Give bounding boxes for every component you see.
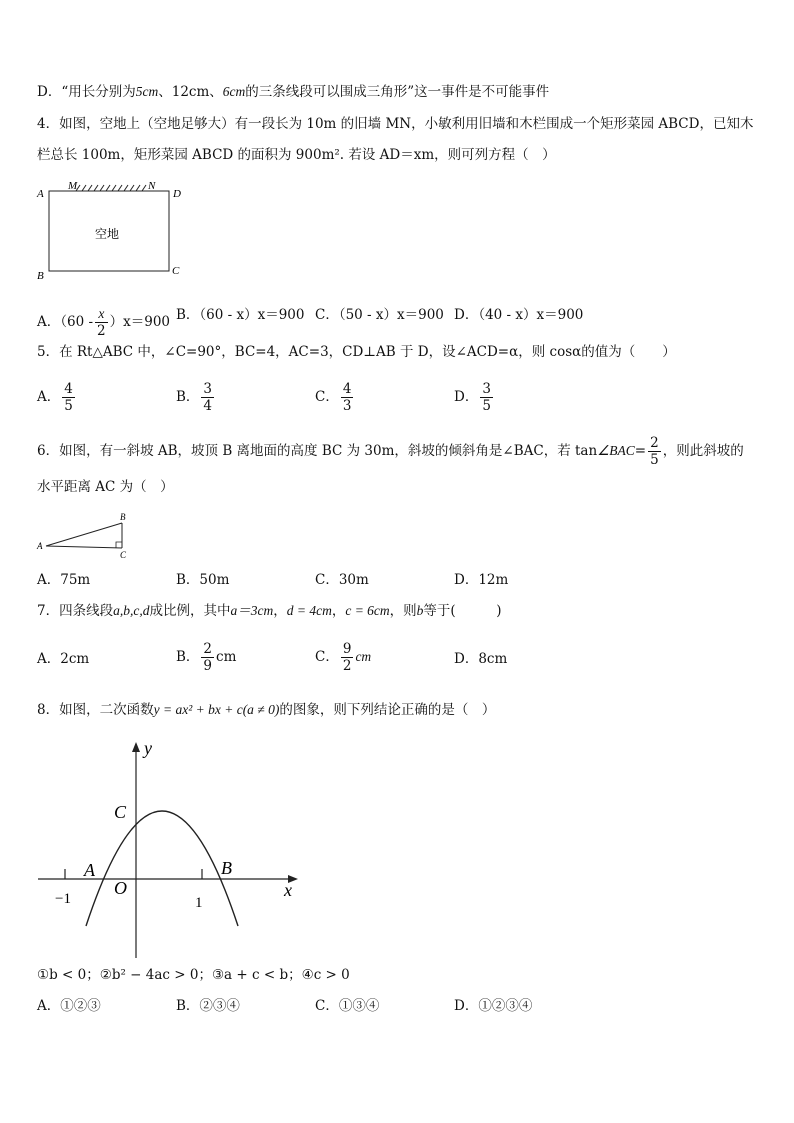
q5-option-c-fraction xyxy=(341,381,354,414)
q5-option-c-label: C． xyxy=(315,389,339,405)
q5-option-b xyxy=(176,381,216,414)
q7-option-b xyxy=(176,641,236,674)
q6-stem-fraction xyxy=(648,435,661,468)
q5-option-d-num: 3 xyxy=(482,381,491,397)
q5-option-b-den: 4 xyxy=(203,398,213,414)
q3-option-d-prefix: D．“用长分别为 xyxy=(37,84,136,100)
q7-option-c-unit: cm xyxy=(355,649,372,664)
q4-option-a xyxy=(37,306,170,339)
q4-label-m: M xyxy=(68,180,78,192)
q8-label-x: x xyxy=(284,880,292,900)
q7-stem-mid2: ，则 xyxy=(389,603,417,619)
q8-stem-suffix: 的图象，则下列结论正确的是（ ） xyxy=(279,702,496,718)
q6-option-c: C．30m xyxy=(315,572,369,588)
q6-option-b: B．50m xyxy=(176,572,230,588)
q4-option-a-suffix: ）x＝900 xyxy=(109,314,171,330)
q8-label-a: A xyxy=(84,860,95,880)
q4-option-c: C．（50 - x）x＝900 xyxy=(315,307,444,323)
q4-label-n: N xyxy=(148,180,156,192)
q3-option-d-b: 6cm xyxy=(222,84,246,99)
q7-stem xyxy=(37,602,501,620)
q5-option-a-num: 4 xyxy=(64,381,73,397)
q5-option-a-den: 5 xyxy=(64,398,73,414)
q7-option-b-num: 2 xyxy=(203,641,213,657)
q7-b-var: b xyxy=(416,603,424,618)
q7-stem-mid: 成比例，其中 xyxy=(149,603,231,619)
q8-option-b: B．②③④ xyxy=(176,998,240,1014)
q4-stem-line2: 栏总长 100m，矩形菜园 ABCD 的面积为 900m². 若设 AD＝xm，则可列方程（ ） xyxy=(37,147,556,163)
q6-stem-angle: ∠BAC xyxy=(597,443,635,458)
q4-option-d: D．（40 - x）x＝900 xyxy=(454,307,584,323)
q7-option-b-fraction xyxy=(201,641,214,674)
q5-option-a-fraction xyxy=(62,381,75,414)
q4-label-d: D xyxy=(173,188,181,200)
q8-stem-prefix: 8．如图，二次函数 xyxy=(37,702,154,718)
q7-stem-suffix: 等于( ) xyxy=(423,603,502,619)
q5-option-b-num: 3 xyxy=(203,381,213,397)
q4-option-b: B．（60 - x）x＝900 xyxy=(176,307,305,323)
q8-figure xyxy=(34,732,304,962)
q3-option-d-a: 5cm xyxy=(135,84,159,99)
q7-option-c-label: C． xyxy=(315,649,339,665)
q6-stem-line2: 水平距离 AC 为（ ） xyxy=(37,479,174,495)
q4-label-b: B xyxy=(37,270,44,280)
q4-label-a: A xyxy=(37,188,44,200)
q4-label-c: C xyxy=(172,265,180,277)
q8-parabola xyxy=(86,811,238,926)
q5-option-a xyxy=(37,381,77,414)
q7-d-eq: d = 4cm xyxy=(286,603,332,618)
q8-tick-label-neg1: −1 xyxy=(55,891,71,907)
q5-option-a-label: A． xyxy=(37,389,61,405)
q8-y-arrow xyxy=(132,742,140,752)
q8-tick-label-1: 1 xyxy=(195,895,203,911)
q7-option-c xyxy=(315,641,371,674)
q7-vars: a,b,c,d xyxy=(113,603,150,618)
q4-stem-line1: 4．如图，空地上（空地足够大）有一段长为 10m 的旧墙 MN，小敏利用旧墙和木栏围成一个矩形菜园 ABCD，已知木 xyxy=(37,116,754,132)
q7-option-b-label: B． xyxy=(176,649,200,665)
q4-option-a-prefix: A．（60 - xyxy=(37,314,94,330)
q6-stem-part1: 6．如图，有一斜坡 AB，坡顶 B 离地面的高度 BC 为 30m，斜坡的倾斜角是∠BAC，若 tan xyxy=(37,443,598,459)
q6-stem-part2: ，则此斜坡的 xyxy=(662,443,744,459)
q4-option-a-den: 2 xyxy=(97,323,106,339)
q5-option-d-den: 5 xyxy=(482,398,491,414)
q6-label-c: C xyxy=(120,550,127,560)
q7-option-b-unit: cm xyxy=(216,649,237,665)
q5-option-b-label: B． xyxy=(176,389,200,405)
q7-sep1: ， xyxy=(273,603,287,619)
q5-option-d-fraction xyxy=(480,381,493,414)
q6-label-b: B xyxy=(120,512,126,522)
q4-option-a-num: x xyxy=(98,306,105,321)
q8-label-y: y xyxy=(144,738,152,758)
q5-option-c xyxy=(315,381,355,414)
q6-figure xyxy=(34,510,134,560)
q7-option-d: D．8cm xyxy=(454,651,508,667)
q7-c-eq: c = 6cm xyxy=(345,603,390,618)
q3-option-d-sep: 、12cm、 xyxy=(158,84,223,100)
q7-a-eq: a＝3cm xyxy=(230,603,274,618)
q7-option-c-den: 2 xyxy=(342,658,352,674)
q4-figure xyxy=(34,180,194,280)
q8-label-b: B xyxy=(221,858,232,878)
q5-stem: 5．在 Rt△ABC 中，∠C=90°，BC=4，AC=3，CD⊥AB 于 D，设∠ACD=α，则 cosα的值为（ ） xyxy=(37,344,676,360)
q6-option-a: A．75m xyxy=(37,572,91,588)
q8-option-d: D．①②③④ xyxy=(454,998,533,1014)
q6-option-d: D．12m xyxy=(454,572,509,588)
q7-option-b-den: 9 xyxy=(203,658,213,674)
q6-stem-eq: = xyxy=(634,443,647,459)
q7-option-c-fraction xyxy=(341,641,354,674)
q6-label-a: A xyxy=(37,541,43,551)
q8-option-c: C．①③④ xyxy=(315,998,380,1014)
q8-option-a: A．①②③ xyxy=(37,998,101,1014)
q4-center-text: 空地 xyxy=(95,227,120,241)
q3-option-d xyxy=(37,83,549,101)
q7-stem-prefix: 7．四条线段 xyxy=(37,603,114,619)
q4-option-a-fraction xyxy=(95,306,108,339)
q5-option-c-den: 3 xyxy=(342,398,352,414)
q7-option-a: A．2cm xyxy=(37,651,90,667)
q3-option-d-suffix: 的三条线段可以围成三角形”这一事件是不可能事件 xyxy=(245,84,550,100)
q5-option-b-fraction xyxy=(201,381,214,414)
q8-conditions: ①b < 0；②b² − 4ac > 0；③a + c < b；④c > 0 xyxy=(37,967,350,983)
q6-frac-den: 5 xyxy=(650,452,659,468)
q7-option-c-num: 9 xyxy=(342,641,352,657)
q7-sep2: ， xyxy=(331,603,346,619)
q5-option-d xyxy=(454,381,495,414)
q6-right-angle-mark xyxy=(116,542,122,548)
q8-equation: y = ax² + bx + c(a ≠ 0) xyxy=(153,702,280,717)
q6-stem-line1 xyxy=(37,434,744,468)
q8-label-c: C xyxy=(114,802,127,822)
q8-stem xyxy=(37,701,495,719)
q6-frac-num: 2 xyxy=(650,435,659,451)
q8-label-o: O xyxy=(114,878,127,898)
q4-wall-hatching xyxy=(76,185,146,191)
q5-option-c-num: 4 xyxy=(342,381,352,397)
q5-option-d-label: D． xyxy=(454,389,479,405)
